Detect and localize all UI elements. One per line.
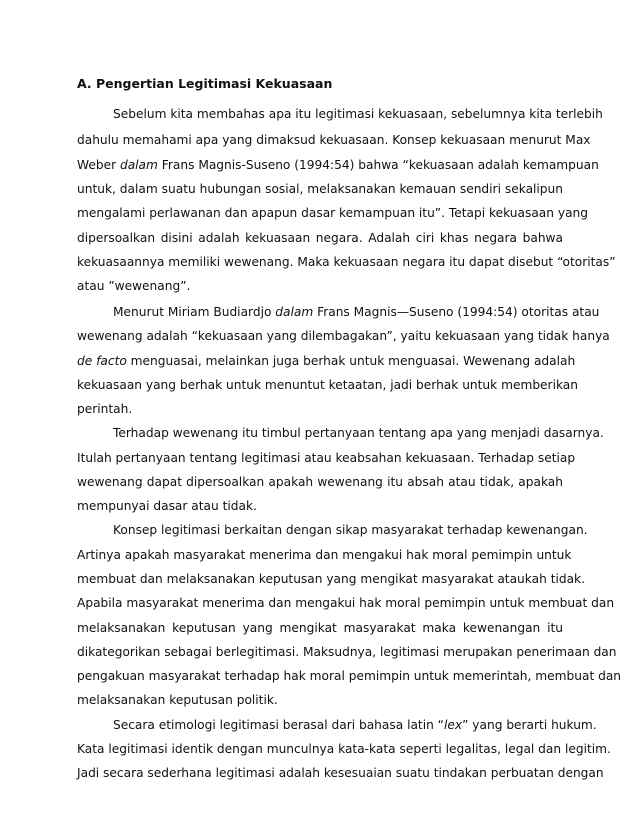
text-line <box>77 571 585 587</box>
text-run: dahulu memahami apa yang dimaksud kekuasaan. Konsep kekuasaan menurut Max <box>77 133 591 147</box>
text-line <box>77 474 563 490</box>
text-line <box>77 620 563 636</box>
text-line <box>77 278 563 294</box>
text-run: Jadi secara sederhana legitimasi adalah kesesuaian suatu tindakan perbuatan dengan <box>77 766 604 780</box>
text-run: untuk, dalam suatu hubungan sosial, melaksanakan kemauan sendiri sekalipun <box>77 182 563 196</box>
text-run: melaksanakan keputusan yang mengikat masyarakat maka kewenangan itu <box>77 621 563 635</box>
text-line <box>77 401 563 417</box>
text-run: pengakuan masyarakat terhadap hak moral pemimpin untuk memerintah, membuat dan <box>77 669 622 683</box>
text-run: mempunyai dasar atau tidak. <box>77 499 257 513</box>
italic-text: dalam <box>119 158 158 172</box>
text-line <box>77 377 578 393</box>
text-line <box>77 205 589 221</box>
text-run: Frans Magnis-Suseno (1994:54) bahwa “kekuasaan adalah kemampuan <box>157 158 599 172</box>
text-run: Kata legitimasi identik dengan munculnya kata-kata seperti legalitas, legal dan legitim. <box>77 742 611 756</box>
text-run: perintah. <box>77 402 133 416</box>
text-run: wewenang dapat dipersoalkan apakah wewenang itu absah atau tidak, apakah <box>77 475 563 489</box>
text-line <box>113 425 604 441</box>
italic-text: lex <box>444 718 463 732</box>
text-line <box>77 254 616 270</box>
text-line <box>77 181 563 197</box>
text-run: atau ”wewenang”. <box>77 279 191 293</box>
text-run: Secara etimologi legitimasi berasal dari bahasa latin “ <box>113 718 444 732</box>
text-line <box>77 644 617 660</box>
text-run: menguasai, melainkan juga berhak untuk menguasai. Wewenang adalah <box>126 354 576 368</box>
text-line <box>77 230 563 246</box>
text-line <box>77 547 572 563</box>
text-run: membuat dan melaksanakan keputusan yang mengikat masyarakat ataukah tidak. <box>77 572 585 586</box>
text-line <box>113 304 600 320</box>
text-line <box>113 522 588 538</box>
text-line <box>113 106 603 122</box>
text-line <box>77 668 622 684</box>
text-run: melaksanakan keputusan politik. <box>77 693 278 707</box>
italic-text: dalam <box>275 305 314 319</box>
text-run: dikategorikan sebagai berlegitimasi. Maksudnya, legitimasi merupakan penerimaan dan <box>77 645 617 659</box>
text-run: kekuasaannya memiliki wewenang. Maka kekuasaan negara itu dapat disebut “otoritas” <box>77 255 616 269</box>
text-line <box>77 132 591 148</box>
text-run: ” yang berarti hukum. <box>462 718 597 732</box>
text-line <box>113 717 597 733</box>
text-run: Frans Magnis—Suseno (1994:54) otoritas atau <box>313 305 600 319</box>
text-run: Sebelum kita membahas apa itu legitimasi kekuasaan, sebelumnya kita terlebih <box>113 107 603 121</box>
text-run: mengalami perlawanan dan apapun dasar kemampuan itu”. Tetapi kekuasaan yang <box>77 206 589 220</box>
section-heading: A. Pengertian Legitimasi Kekuasaan <box>77 76 333 91</box>
text-line <box>77 498 563 514</box>
text-line <box>77 328 610 344</box>
text-run: Terhadap wewenang itu timbul pertanyaan tentang apa yang menjadi dasarnya. <box>113 426 604 440</box>
text-run: Apabila masyarakat menerima dan mengakui hak moral pemimpin untuk membuat dan <box>77 596 615 610</box>
text-run: Itulah pertanyaan tentang legitimasi atau keabsahan kekuasaan. Terhadap setiap <box>77 451 576 465</box>
text-line <box>77 741 611 757</box>
text-line <box>77 765 604 781</box>
text-run: Konsep legitimasi berkaitan dengan sikap masyarakat terhadap kewenangan. <box>113 523 588 537</box>
text-run: kekuasaan yang berhak untuk menuntut ketaatan, jadi berhak untuk memberikan <box>77 378 578 392</box>
text-run: dipersoalkan disini adalah kekuasaan negara. Adalah ciri khas negara bahwa <box>77 231 563 245</box>
text-line <box>77 595 615 611</box>
text-run: wewenang adalah “kekuasaan yang dilembagakan”, yaitu kekuasaan yang tidak hanya <box>77 329 610 343</box>
text-line <box>77 353 576 369</box>
text-line <box>77 157 599 173</box>
italic-text: de facto <box>77 354 127 368</box>
text-line <box>77 692 563 708</box>
text-run: Artinya apakah masyarakat menerima dan mengakui hak moral pemimpin untuk <box>77 548 572 562</box>
text-run: Menurut Miriam Budiardjo <box>113 305 276 319</box>
text-line <box>77 450 576 466</box>
text-run: Weber <box>77 158 120 172</box>
